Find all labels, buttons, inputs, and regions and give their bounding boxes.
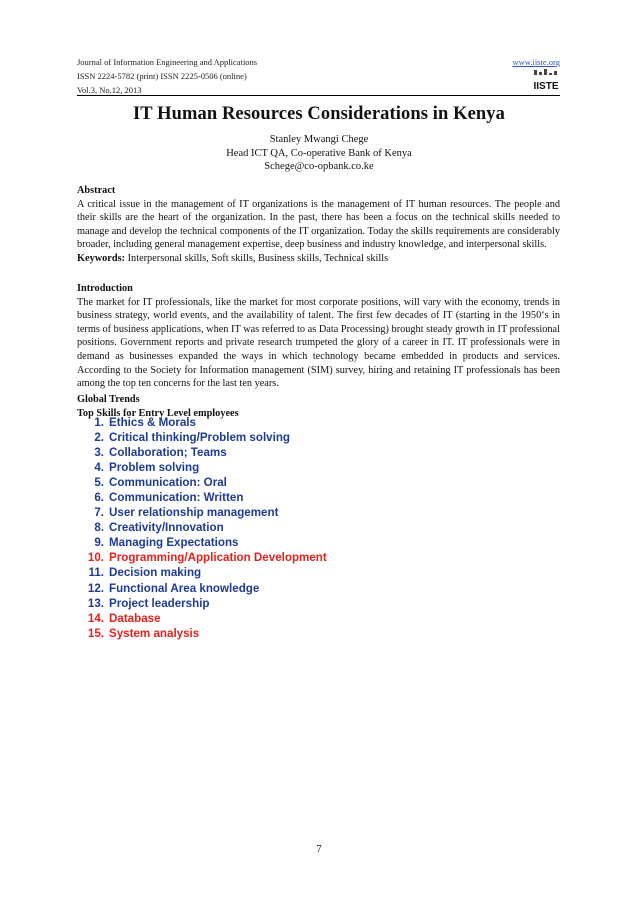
skills-list	[82, 415, 327, 641]
skill-label: Communication: Oral	[109, 476, 227, 490]
keywords-text: Interpersonal skills, Soft skills, Business skills, Technical skills	[127, 252, 389, 264]
skill-label: Functional Area knowledge	[109, 581, 260, 595]
journal-header	[77, 55, 257, 97]
skill-number: 1.	[94, 416, 104, 429]
page-number: 7	[316, 844, 322, 855]
abstract-text: A critical issue in the management of IT organizations is the management of IT human resources. The people and their skills are the heart of the organization. In the past, there has been a focus on the technical skills needed to manage and develop the technical components of the IT organization. Today the skills requirements are considerably broader, including general management expertise, deep business and industry knowledge, and interpersonal skills.	[77, 198, 560, 251]
skill-item	[82, 460, 327, 475]
skill-item	[82, 626, 327, 641]
skill-item	[82, 565, 327, 580]
skill-label: Creativity/Innovation	[109, 521, 224, 535]
skill-label: Database	[109, 611, 161, 625]
skill-number: 4.	[94, 461, 104, 475]
skill-item	[82, 445, 327, 460]
skill-item	[82, 550, 327, 565]
skill-label: User relationship management	[109, 506, 279, 520]
header-rule	[77, 95, 560, 96]
skill-number: 9.	[94, 536, 104, 550]
skill-number: 13.	[87, 596, 104, 610]
global-trends-subheading: Top Skills for Entry Level employees	[77, 407, 239, 419]
skill-number: 3.	[94, 446, 104, 460]
iiste-logo	[532, 68, 560, 94]
skill-label: Ethics & Morals	[109, 416, 196, 429]
skill-number: 12.	[87, 581, 104, 595]
introduction-text: The market for IT professionals, like the market for most corporate positions, will vary with the economy, trends in business strategy, world events, and the availability of talent. The first few decades of IT (starting in the 1950‘s in terms of business applications, when IT was referred to as Data Processing) brought steady growth in IT professional positions. Government reports and private research trumpeted the glory of a career in IT. IT professionals were in demand as businesses expanded the ways in which technology became embedded in products and services. According to the Society for Information management (SIM) survey, hiring and retaining IT professionals has been among the top ten concerns for the last ten years.	[77, 296, 560, 390]
skill-number: 15.	[87, 626, 104, 640]
author-email: Schege@co-opbank.co.ke	[264, 161, 374, 172]
abstract-section	[77, 184, 560, 266]
skill-label: Decision making	[109, 566, 202, 580]
journal-name: Journal of Information Engineering and Applications	[77, 57, 258, 67]
skill-number: 6.	[94, 491, 104, 505]
skill-number: 11.	[88, 566, 104, 580]
keywords-line	[77, 252, 560, 266]
skill-item	[82, 415, 327, 430]
skill-number: 2.	[94, 431, 104, 445]
skill-number: 5.	[94, 476, 104, 490]
author-block	[0, 133, 638, 174]
skill-label: Problem solving	[109, 461, 200, 475]
skill-number: 7.	[94, 506, 104, 520]
skill-label: Programming/Application Development	[109, 551, 327, 565]
skill-number: 14.	[87, 611, 104, 625]
skill-label: Collaboration; Teams	[109, 446, 227, 460]
keywords-label: Keywords:	[77, 252, 126, 264]
skill-item	[82, 505, 327, 520]
svg-text:IISTE: IISTE	[533, 81, 559, 92]
journal-url-link[interactable]: www.iiste.org	[512, 57, 560, 67]
journal-url-wrap	[513, 55, 560, 69]
skill-number: 8.	[94, 521, 104, 535]
abstract-heading: Abstract	[77, 185, 116, 196]
skill-label: Critical thinking/Problem solving	[109, 431, 291, 445]
skill-label: Managing Expectations	[109, 536, 239, 550]
journal-issn: ISSN 2224-5782 (print) ISSN 2225-0506 (online)	[77, 71, 247, 81]
skill-label: Project leadership	[109, 596, 210, 610]
author-name: Stanley Mwangi Chege	[269, 134, 369, 145]
skill-item	[82, 520, 327, 535]
skill-item	[82, 581, 327, 596]
global-trends-heading: Global Trends	[77, 394, 140, 405]
introduction-heading: Introduction	[77, 283, 133, 294]
skill-item	[82, 611, 327, 626]
skill-item	[82, 596, 327, 611]
skill-item	[82, 535, 327, 550]
skill-item	[82, 430, 327, 445]
skill-label: System analysis	[109, 626, 200, 640]
paper-title: IT Human Resources Considerations in Kenya	[132, 104, 506, 124]
introduction-section	[77, 282, 560, 391]
journal-volume: Vol.3, No.12, 2013	[77, 85, 142, 95]
skill-item	[82, 475, 327, 490]
skill-item	[82, 490, 327, 505]
skill-label: Communication: Written	[109, 491, 244, 505]
skill-number: 10.	[87, 551, 104, 565]
author-affiliation: Head ICT QA, Co-operative Bank of Kenya	[226, 147, 412, 159]
